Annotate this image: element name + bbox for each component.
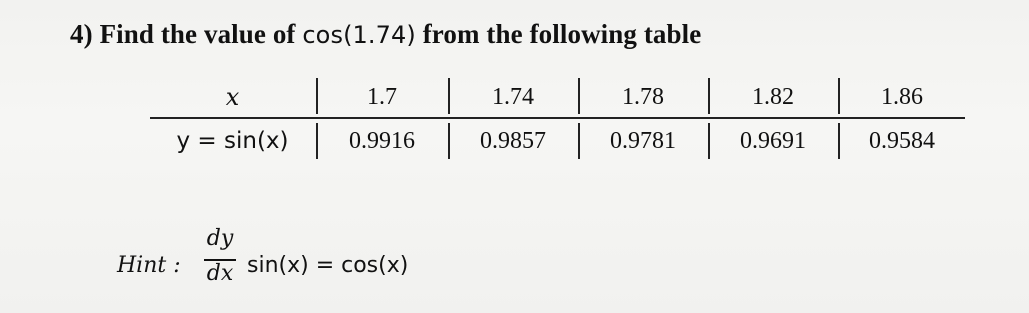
x-value-2: 1.74 <box>492 83 534 110</box>
hint-expression: sin(x) = cos(x) <box>247 253 409 278</box>
question-text-before: Find the value of <box>99 19 296 49</box>
table-row-y <box>150 120 965 162</box>
y-value-2: 0.9857 <box>480 127 546 154</box>
y-header: y = sin(x) <box>176 128 289 154</box>
y-value-1: 0.9916 <box>349 127 415 154</box>
fraction-denominator: dx <box>206 261 234 286</box>
table-divider-5b <box>838 123 840 159</box>
y-value-4: 0.9691 <box>740 127 806 154</box>
table-divider-4b <box>708 123 710 159</box>
data-table <box>150 76 965 162</box>
x-value-1: 1.7 <box>367 83 397 110</box>
table-divider-horizontal <box>150 117 965 119</box>
question-function: cos(1.74) <box>302 21 416 49</box>
question-line <box>70 19 701 50</box>
y-value-3: 0.9781 <box>610 127 676 154</box>
x-value-3: 1.78 <box>622 83 664 110</box>
y-value-5: 0.9584 <box>869 127 935 154</box>
x-value-4: 1.82 <box>752 83 794 110</box>
table-divider-5a <box>838 78 840 114</box>
fraction-numerator: dy <box>206 226 234 251</box>
table-divider-2a <box>448 78 450 114</box>
question-number: 4) <box>70 19 93 49</box>
table-divider-4a <box>708 78 710 114</box>
table-row-x <box>150 76 965 118</box>
x-value-5: 1.86 <box>881 83 923 110</box>
table-divider-1a <box>316 78 318 114</box>
question-text-after: from the following table <box>422 19 702 49</box>
table-divider-2b <box>448 123 450 159</box>
hint-label: Hint : <box>117 253 181 278</box>
table-divider-3b <box>578 123 580 159</box>
x-header: x <box>225 83 240 111</box>
table-divider-3a <box>578 78 580 114</box>
table-divider-1b <box>316 123 318 159</box>
